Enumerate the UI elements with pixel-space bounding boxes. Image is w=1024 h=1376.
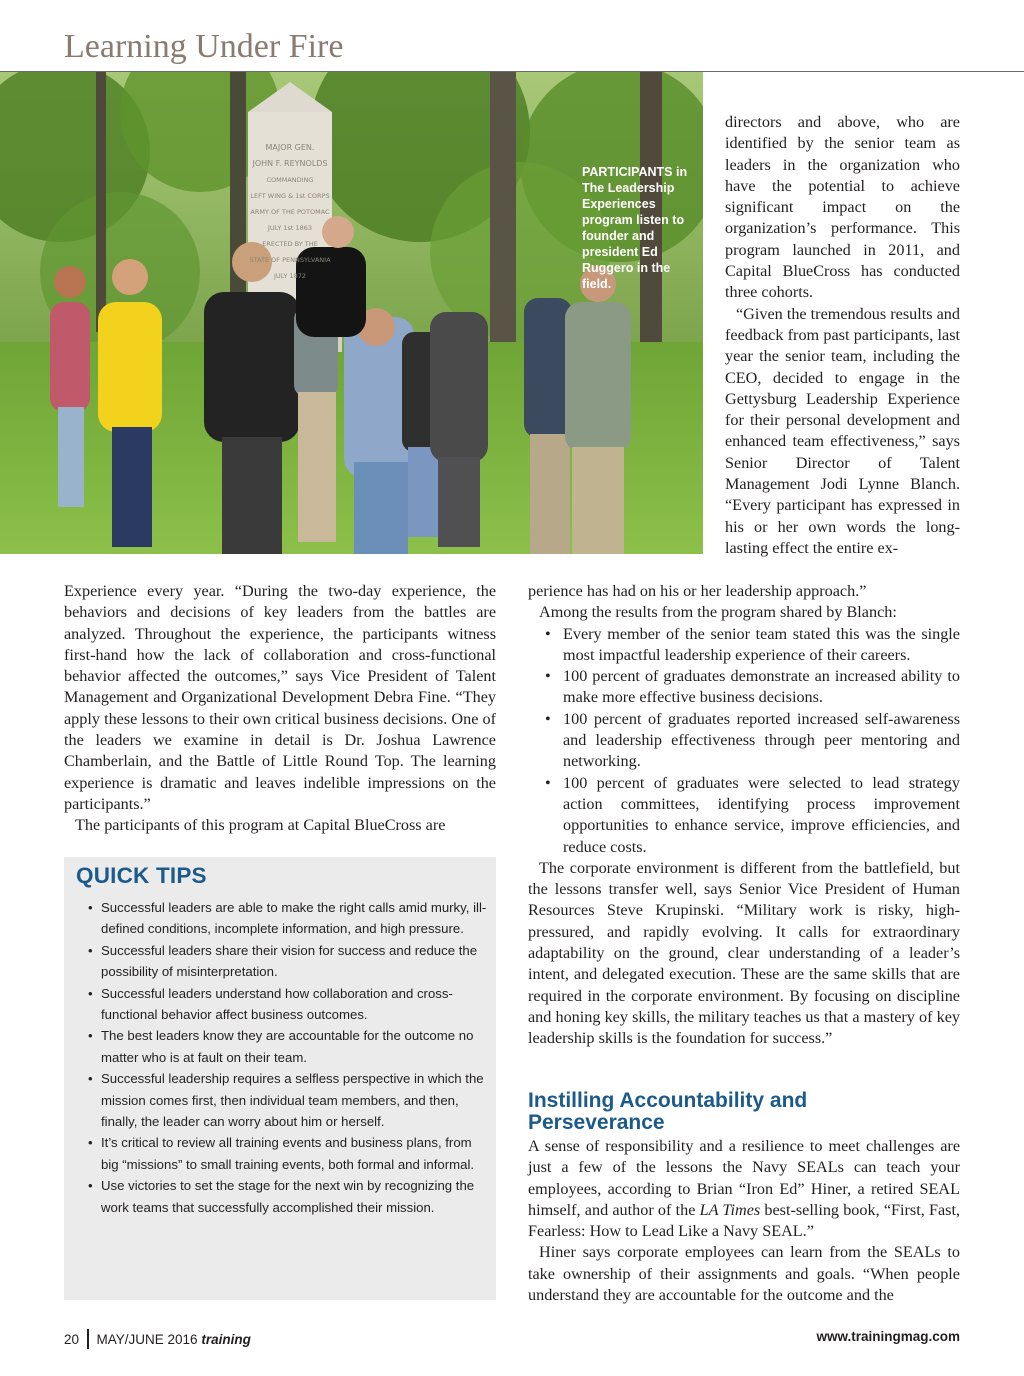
- bullet-icon: •: [88, 942, 93, 958]
- result-item: • 100 percent of graduates were selected to lead strategy action committees, identifying process improvement opportunities to enhance service, improve efficiencies, and reduce costs.: [545, 773, 960, 856]
- paragraph: perience has had on his or her leadership approach.”: [528, 582, 867, 600]
- issue-date: MAY/JUNE 2016: [96, 1332, 198, 1347]
- tip-item: • Successful leadership requires a selfless perspective in which the mission comes first, then individual team members, and then, finally, the leader can worry about him or herself.: [88, 1068, 488, 1132]
- monument-inscription-line: COMMANDING: [266, 176, 314, 184]
- bullet-icon: •: [88, 1135, 93, 1151]
- photo-illustration: [0, 72, 703, 554]
- left-column: [64, 581, 496, 837]
- paragraph: directors and above, who are identified by the senior team as leaders in the organization who have the potential to achieve significant impact on the organization’s performance. This program launched in 2011, and Capital BlueCross has conducted three cohorts.: [725, 113, 960, 302]
- tip-item: • Successful leaders are able to make the right calls amid murky, ill-defined conditions, incomplete information, and high pressure.: [88, 897, 488, 940]
- photo-caption: PARTICIPANTS in The Leadership Experiences program listen to founder and president Ed Ruggero in the field.: [582, 165, 688, 291]
- quick-tips-box: [64, 857, 496, 1300]
- section-heading: Instilling Accountability and Perseverance: [528, 1089, 808, 1134]
- paragraph: The participants of this program at Capital BlueCross are: [75, 816, 446, 835]
- result-item: • Every member of the senior team stated this was the single most impactful leadership experience of their careers.: [545, 624, 960, 664]
- tip-item: • Successful leaders understand how collaboration and cross-functional behavior affect business outcomes.: [88, 983, 488, 1026]
- bullet-icon: •: [545, 773, 551, 792]
- footer-left: [64, 1329, 251, 1349]
- tip-item: • Use victories to set the stage for the next win by recognizing the work teams that successfully accomplished their mission.: [88, 1175, 488, 1218]
- result-item: • 100 percent of graduates demonstrate an increased ability to make more effective business decisions.: [545, 667, 960, 707]
- page-number: 20: [64, 1332, 80, 1347]
- results-list: [528, 624, 960, 858]
- paragraph: A sense of responsibility and a resilience to meet challenges are just a few of the lessons the Navy SEALs can teach your employees, according to Brian “Iron Ed” Hiner, a retired SEAL himself, and author of the LA Times best-selling book, “First, Fast, Fearless: How to Lead Like a Navy SEAL.”: [528, 1137, 960, 1241]
- monument-inscription-line: MAJOR GEN.: [265, 143, 315, 152]
- monument-inscription-line: ARMY OF THE POTOMAC: [250, 208, 330, 216]
- right-column-top: [725, 112, 960, 559]
- monument-inscription-line: STATE OF PENNSYLVANIA: [249, 256, 331, 264]
- bullet-icon: •: [545, 667, 551, 686]
- result-item: • 100 percent of graduates reported increased self-awareness and leadership effectiveness through peer mentoring and networking.: [545, 709, 960, 771]
- paragraph: “Given the tremendous results and feedback from past participants, last year the senior team, including the CEO, decided to engage in the Gettysburg Leadership Experience for their personal development and enhanced team effectiveness,” says Senior Director of Talent Management Jodi Lynne Blanch. “Every participant has expressed in his or her own words the long-lasting effect the entire ex-: [725, 304, 960, 557]
- section-body: [528, 1136, 960, 1306]
- bullet-icon: •: [88, 900, 93, 915]
- paragraph: Among the results from the program shared by Blanch:: [539, 603, 897, 622]
- monument-inscription-line: JULY 1872: [273, 272, 307, 280]
- footer-url: www.trainingmag.com: [816, 1329, 960, 1344]
- paragraph: Hiner says corporate employees can learn from the SEALs to take ownership of their assignments and goals. “When people understand they are accountable for the outcome and the: [528, 1243, 960, 1305]
- bullet-icon: •: [88, 1028, 93, 1044]
- running-header: Learning Under Fire: [64, 28, 344, 65]
- bullet-icon: •: [88, 985, 93, 1001]
- field-photo: [0, 72, 703, 554]
- tip-item: • Successful leaders share their vision for success and reduce the possibility of misinterpretation.: [88, 940, 488, 983]
- paragraph: The corporate environment is different from the battlefield, but the lessons transfer well, says Senior Vice President of Human Resources Steve Krupinski. “Military work is risky, high-pressured, and rapidly evolving. It calls for extraordinary adaptability on the ground, clear understanding of a leader’s intent, and delegated execution. These are the same skills that are required in the corporate environment. By focusing on discipline and honing key skills, the military teaches us that a mastery of key leadership skills is the foundation for success.”: [528, 858, 960, 1048]
- monument-inscription-line: JOHN F. REYNOLDS: [252, 159, 328, 168]
- monument-inscription-line: LEFT WING & 1st CORPS: [250, 192, 330, 200]
- quick-tips-list: [88, 897, 488, 1218]
- bullet-icon: •: [88, 1178, 93, 1194]
- tip-item: • The best leaders know they are accountable for the outcome no matter who is at fault on their team.: [88, 1025, 488, 1068]
- monument-inscription-line: ERECTED BY THE: [262, 240, 318, 248]
- bullet-icon: •: [545, 709, 551, 728]
- bullet-icon: •: [88, 1071, 93, 1087]
- footer-divider: [87, 1329, 89, 1349]
- quick-tips-title: QUICK TIPS: [76, 863, 207, 888]
- right-column: [528, 581, 960, 1050]
- monument-inscription-line: JULY 1st 1863: [267, 224, 313, 232]
- paragraph: Experience every year. “During the two-day experience, the behaviors and decisions of key leaders from the battles are analyzed. Throughout the experience, the participants witness first-hand how the lack of collaboration and cross-functional behavior affected the outcomes,” says Vice President of Talent Management and Organizational Development Debra Fine. “They apply these lessons to their own critical business decisions. One of the leaders we examine in detail is Dr. Joshua Lawrence Chamberlain, and the Battle of Little Round Top. The learning experience is dramatic and leaves indelible impressions on the participants.”: [64, 582, 496, 813]
- tip-item: • It’s critical to review all training events and business plans, from big “missions” to small training events, both formal and informal.: [88, 1132, 488, 1175]
- magazine-brand: training: [201, 1332, 251, 1347]
- bullet-icon: •: [545, 624, 551, 643]
